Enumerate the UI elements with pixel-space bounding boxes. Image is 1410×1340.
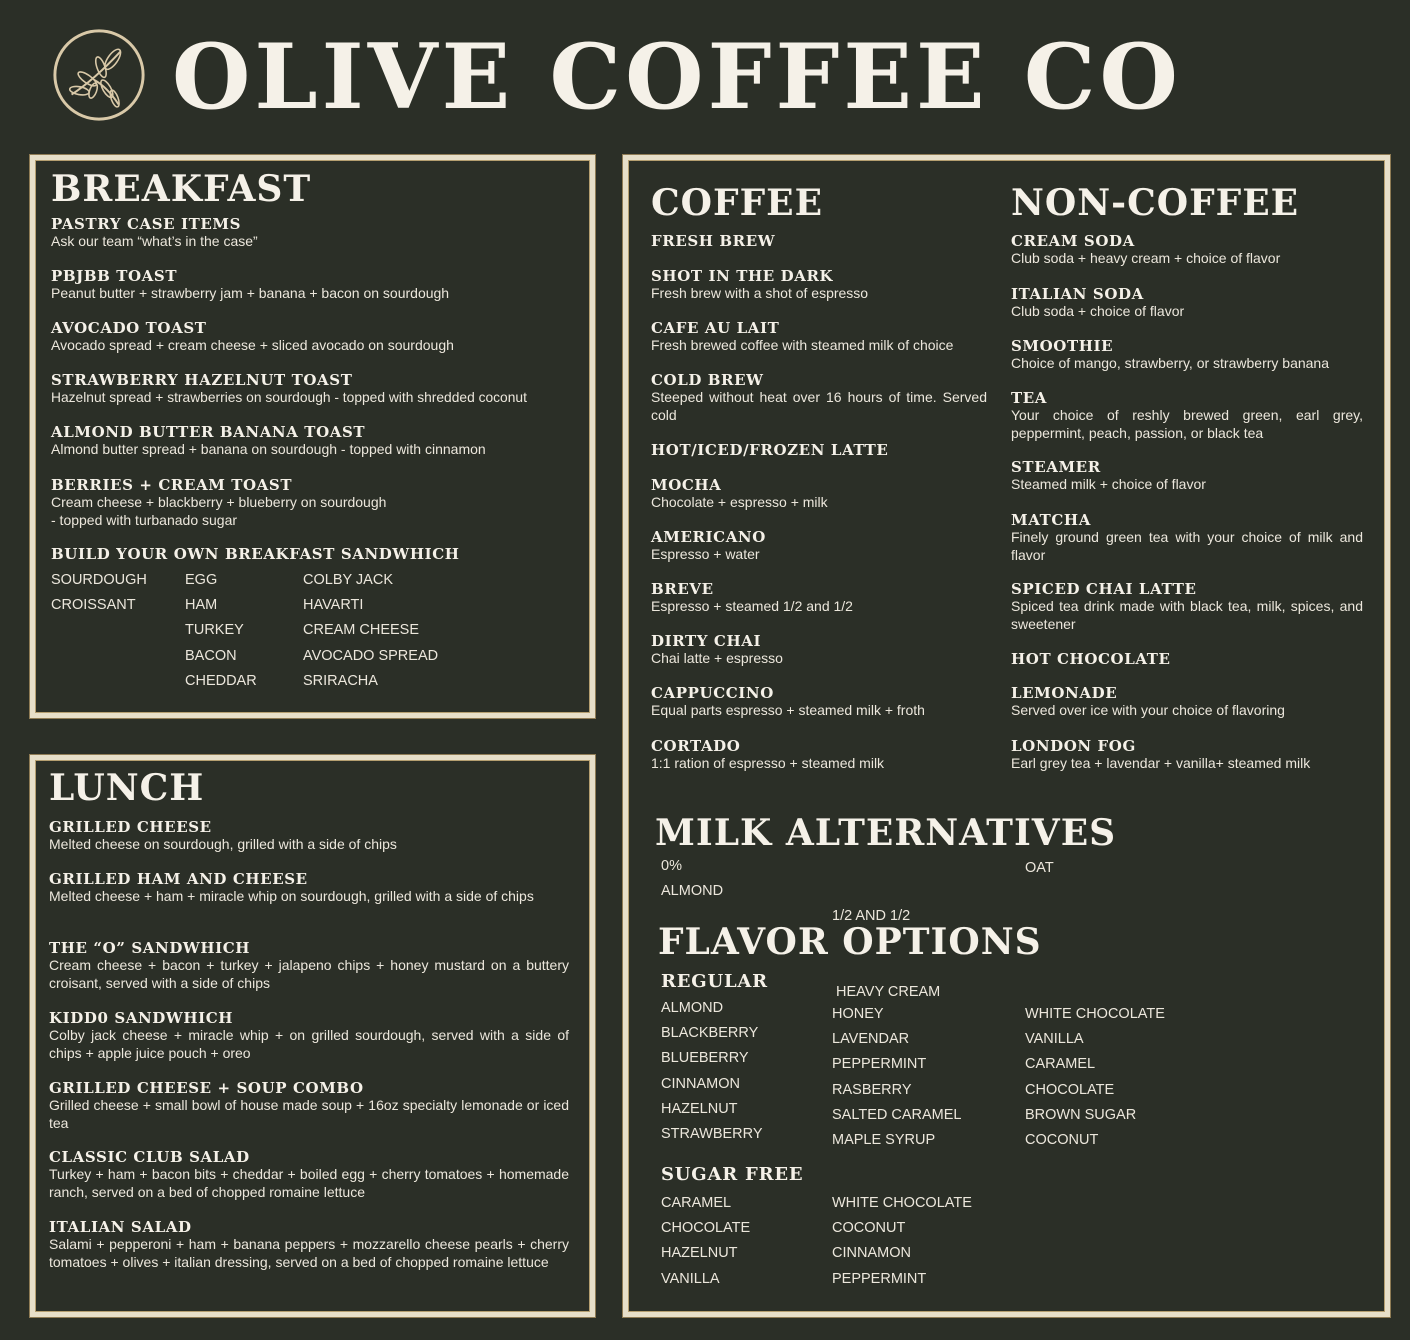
item-name: COLD BREW: [651, 371, 764, 389]
menu-item: [1011, 232, 1363, 268]
item-name: DIRTY CHAI: [651, 632, 762, 650]
item-desc: Finely ground green tea with your choice of milk and flavor: [1011, 529, 1363, 563]
item-name: LONDON FOG: [1011, 737, 1136, 755]
option: CREAM CHEESE: [303, 622, 420, 639]
menu-item: [49, 1218, 569, 1271]
item-desc: Espresso + water: [651, 546, 760, 562]
option: WHITE CHOCOLATE: [832, 1195, 972, 1211]
menu-item: [51, 215, 586, 251]
sugarfree-title: SUGAR FREE: [661, 1164, 804, 1185]
menu-item: [51, 476, 586, 529]
item-name: CORTADO: [651, 737, 741, 755]
regular-col-3: [1025, 1002, 1165, 1153]
item-name: HOT/ICED/FROZEN LATTE: [651, 441, 889, 459]
option: VANILLA: [661, 1270, 720, 1287]
item-name: BREVE: [651, 580, 714, 598]
menu-item: [1011, 737, 1363, 773]
option: CHEDDAR: [185, 672, 257, 689]
item-desc: Turkey + ham + bacon bits + cheddar + boiled egg + cherry tomatoes + homemade ranch, served on a bed of chopped romaine lettuce: [49, 1166, 569, 1200]
item-desc: Served over ice with your choice of flavoring: [1011, 702, 1285, 718]
menu-item: [651, 476, 987, 512]
menu-item: [51, 371, 586, 407]
menu-item: [651, 267, 987, 303]
menu-item: [1011, 580, 1363, 633]
item-name: PBJBB TOAST: [51, 267, 178, 285]
option: CROISSANT: [51, 597, 136, 614]
menu-item: [651, 580, 987, 616]
option: CARAMEL: [661, 1195, 732, 1211]
item-desc: Chocolate + espresso + milk: [651, 494, 828, 510]
option: HAZELNUT: [661, 1100, 738, 1117]
item-name: BERRIES + CREAM TOAST: [51, 476, 293, 494]
item-name: PASTRY CASE ITEMS: [51, 215, 242, 233]
item-name: FRESH BREW: [651, 232, 776, 250]
option: BACON: [185, 647, 237, 664]
option: CHOCOLATE: [1025, 1081, 1115, 1098]
option: STRAWBERRY: [661, 1125, 763, 1142]
option: COCONUT: [1025, 1131, 1099, 1148]
menu-item: [651, 528, 987, 564]
item-name: ITALIAN SALAD: [49, 1218, 192, 1236]
item-desc: Fresh brewed coffee with steamed milk of choice: [651, 337, 954, 353]
option: VANILLA: [1025, 1031, 1084, 1048]
item-desc: Club soda + heavy cream + choice of flavor: [1011, 250, 1281, 266]
menu-item: [651, 232, 987, 250]
menu-item: [651, 684, 987, 720]
item-desc: Your choice of reshly brewed green, earl grey, peppermint, peach, passion, or black tea: [1011, 407, 1363, 441]
item-name: GRILLED CHEESE + SOUP COMBO: [49, 1079, 364, 1097]
item-name: CLASSIC CLUB SALAD: [49, 1148, 250, 1166]
option: HONEY: [832, 1006, 884, 1022]
milk-col-1: [661, 854, 723, 904]
item-desc: Ask our team “what’s in the case”: [51, 233, 258, 249]
item-desc: Espresso + steamed 1/2 and 1/2: [651, 598, 853, 614]
item-desc: Hazelnut spread + strawberries on sourdough - topped with shredded coconut: [51, 390, 527, 405]
item-name: KIDD0 SANDWHICH: [49, 1009, 234, 1027]
menu-item: [1011, 337, 1363, 373]
topping-options: [303, 568, 438, 694]
item-name: CAPPUCCINO: [651, 684, 774, 702]
item-name: HOT CHOCOLATE: [1011, 650, 1171, 668]
olive-branch-icon: [50, 26, 148, 124]
menu-item: [1011, 684, 1363, 720]
item-name: STRAWBERRY HAZELNUT TOAST: [51, 371, 353, 389]
item-desc: 1:1 ration of espresso + steamed milk: [651, 755, 885, 771]
milk-col-3: [1025, 856, 1054, 881]
option: RASBERRY: [832, 1081, 912, 1098]
option: BROWN SUGAR: [1025, 1106, 1137, 1123]
coffee-title: COFFEE: [651, 182, 824, 224]
noncoffee-title: NON-COFFEE: [1011, 182, 1300, 224]
option: HEAVY CREAM: [832, 984, 941, 1000]
menu-item: [651, 632, 987, 668]
menu-item: [49, 939, 569, 992]
menu-item: [51, 267, 586, 303]
lunch-title: LUNCH: [49, 767, 205, 809]
option: SALTED CARAMEL: [832, 1106, 962, 1123]
item-name: GRILLED HAM AND CHEESE: [49, 870, 308, 888]
menu-item: [651, 319, 987, 355]
item-name: LEMONADE: [1011, 684, 1118, 702]
regular-col-1: [661, 996, 763, 1147]
option: HAZELNUT: [661, 1245, 738, 1262]
header: [0, 0, 1410, 150]
regular-title: REGULAR: [661, 971, 768, 992]
item-name: THE “O” SANDWHICH: [49, 939, 251, 957]
item-name: MATCHA: [1011, 511, 1091, 529]
sugarfree-col-1: [661, 1191, 750, 1292]
menu-item: [651, 441, 987, 459]
item-name: STEAMER: [1011, 458, 1101, 476]
option: HAVARTI: [303, 597, 364, 614]
item-desc: Steeped without heat over 16 hours of time. Served cold: [651, 389, 987, 423]
menu-item: [51, 423, 586, 459]
option: AVOCADO SPREAD: [303, 647, 439, 664]
brand-title: OLIVE COFFEE CO: [172, 24, 1182, 130]
option: 1/2 AND 1/2: [832, 908, 911, 925]
option: WHITE CHOCOLATE: [1025, 1006, 1165, 1022]
menu-item: [49, 1009, 569, 1062]
protein-options: [185, 568, 257, 694]
option: PEPPERMINT: [832, 1270, 927, 1287]
item-desc: Melted cheese + ham + miracle whip on sourdough, grilled with a side of chips: [49, 888, 534, 904]
option: CINNAMON: [661, 1075, 740, 1092]
item-desc-line2: - topped with turbanado sugar: [51, 511, 238, 528]
menu-item: [651, 371, 987, 424]
item-desc: Club soda + choice of flavor: [1011, 303, 1185, 319]
bread-options: [51, 568, 147, 618]
menu-item: [49, 1079, 569, 1132]
item-desc: Peanut butter + strawberry jam + banana + bacon on sourdough: [51, 285, 450, 301]
item-desc: Fresh brew with a shot of espresso: [651, 285, 869, 301]
drinks-panel: [623, 155, 1390, 1317]
menu-item: [1011, 285, 1363, 321]
lunch-panel: [30, 755, 595, 1317]
item-name: AVOCADO TOAST: [51, 319, 207, 337]
item-name: SMOOTHIE: [1011, 337, 1114, 355]
menu-item: [49, 818, 569, 854]
item-name: GRILLED CHEESE: [49, 818, 212, 836]
option: HAM: [185, 597, 218, 614]
option: SOURDOUGH: [51, 572, 147, 588]
item-desc: Colby jack cheese + miracle whip + on grilled sourdough, served with a side of chips + apple juice pouch + oreo: [49, 1027, 569, 1061]
option: COCONUT: [832, 1220, 906, 1237]
item-desc: Grilled cheese + small bowl of house made soup + 16oz specialty lemonade or iced tea: [49, 1097, 569, 1131]
item-name: CREAM SODA: [1011, 232, 1135, 250]
item-desc: Earl grey tea + lavendar + vanilla+ steamed milk: [1011, 755, 1311, 771]
item-desc: Equal parts espresso + steamed milk + froth: [651, 702, 925, 718]
item-name: SPICED CHAI LATTE: [1011, 580, 1197, 598]
breakfast-title: BREAKFAST: [51, 168, 312, 210]
breakfast-panel: [30, 155, 595, 718]
item-desc: Cream cheese + bacon + turkey + jalapeno chips + honey mustard on a buttery croisant, served with a side of chips: [49, 957, 569, 991]
option: PEPPERMINT: [832, 1056, 927, 1073]
option: ALMOND: [661, 883, 724, 900]
option: BLUEBERRY: [661, 1050, 749, 1067]
option: COLBY JACK: [303, 572, 393, 588]
option: CINNAMON: [832, 1245, 911, 1262]
option: ALMOND: [661, 1000, 724, 1016]
item-name: SHOT IN THE DARK: [651, 267, 834, 285]
menu-item: [1011, 389, 1363, 442]
regular-col-2: [832, 1002, 961, 1153]
menu-item: [49, 1148, 569, 1201]
option: OAT: [1025, 860, 1054, 876]
menu-item: [651, 737, 987, 773]
option: EGG: [185, 572, 218, 588]
menu-item: [1011, 458, 1363, 494]
item-name: ALMOND BUTTER BANANA TOAST: [51, 423, 366, 441]
item-name: CAFE AU LAIT: [651, 319, 780, 337]
item-desc: Cream cheese + blackberry + blueberry on sourdough: [51, 494, 387, 510]
menu-item: [1011, 511, 1363, 564]
item-desc: Spiced tea drink made with black tea, milk, spices, and sweetener: [1011, 598, 1363, 632]
option: CARAMEL: [1025, 1056, 1096, 1073]
item-desc: Avocado spread + cream cheese + sliced avocado on sourdough: [51, 337, 454, 353]
menu-item: [51, 319, 586, 355]
item-desc: Choice of mango, strawberry, or strawberry banana: [1011, 355, 1329, 371]
item-desc: Almond butter spread + banana on sourdough - topped with cinnamon: [51, 441, 486, 457]
option: CHOCOLATE: [661, 1220, 751, 1237]
item-name: ITALIAN SODA: [1011, 285, 1144, 303]
item-desc: Salami + pepperoni + ham + banana peppers + mozzarello cheese pearls + cherry tomatoes + olives + italian dressing, served on a bed of chopped romaine lettuce: [49, 1236, 569, 1270]
milk-title: MILK ALTERNATIVES: [655, 812, 1117, 854]
menu-item: [49, 870, 569, 906]
item-desc: Melted cheese on sourdough, grilled with a side of chips: [49, 836, 397, 852]
option: LAVENDAR: [832, 1031, 910, 1048]
item-name: TEA: [1011, 389, 1048, 407]
flavor-title: FLAVOR OPTIONS: [658, 921, 1042, 963]
menu-item: [1011, 650, 1363, 668]
option: BLACKBERRY: [661, 1025, 759, 1042]
option: MAPLE SYRUP: [832, 1131, 936, 1148]
option: 0%: [661, 858, 682, 874]
option: SRIRACHA: [303, 672, 378, 689]
item-name: MOCHA: [651, 476, 722, 494]
option: TURKEY: [185, 622, 244, 639]
sugarfree-col-2: [832, 1191, 972, 1292]
item-desc: Chai latte + espresso: [651, 650, 783, 666]
build-sandwich-title: BUILD YOUR OWN BREAKFAST SANDWHICH: [51, 545, 460, 563]
item-name: AMERICANO: [651, 528, 766, 546]
item-desc: Steamed milk + choice of flavor: [1011, 476, 1206, 492]
